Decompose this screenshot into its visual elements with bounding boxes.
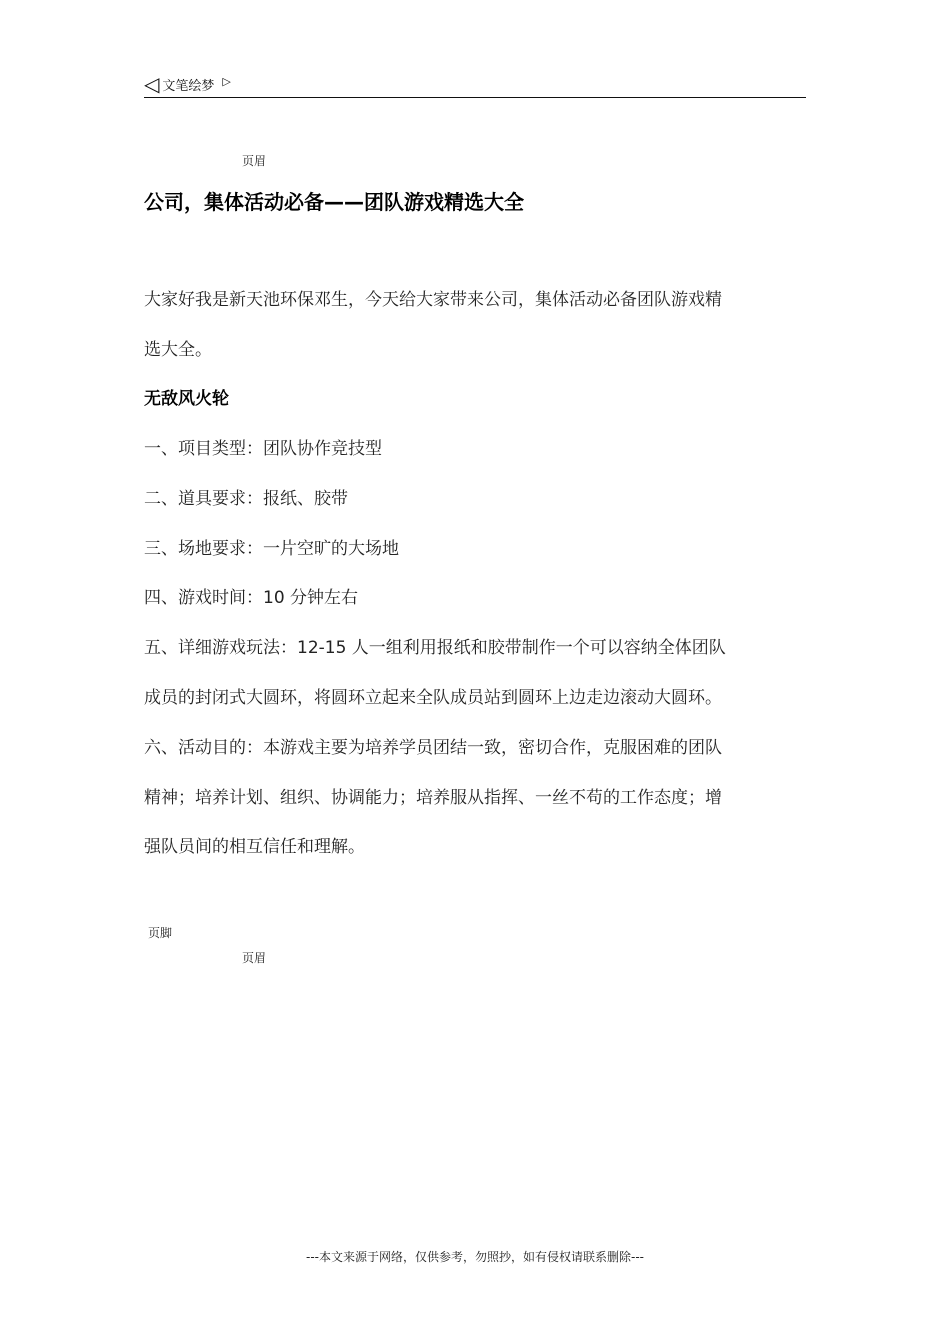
page-footer-label: 页脚 xyxy=(148,926,173,940)
left-triangle-icon: ◁ xyxy=(144,72,160,96)
paragraph-line: 成员的封闭式大圆环，将圆环立起来全队成员站到圆环上边走边滚动大圆环。 xyxy=(144,688,722,708)
paragraph-line: 精神；培养计划、组织、协调能力；培养服从指挥、一丝不苟的工作态度；增 xyxy=(144,788,722,808)
right-triangle-icon: ▷ xyxy=(222,74,231,88)
disclaimer-text: ---本文来源于网络，仅供参考，勿照抄，如有侵权请联系删除--- xyxy=(306,1250,644,1264)
paragraph-line: 一、项目类型：团队协作竞技型 xyxy=(144,439,382,459)
header-divider xyxy=(144,97,806,98)
paragraph-line: 强队员间的相互信任和理解。 xyxy=(144,837,365,857)
page-header-label-2: 页眉 xyxy=(242,951,267,965)
paragraph-line: 三、场地要求：一片空旷的大场地 xyxy=(144,539,399,559)
paragraph-line: 二、道具要求：报纸、胶带 xyxy=(144,489,348,509)
paragraph-line: 四、游戏时间：10 分钟左右 xyxy=(144,588,359,608)
document-title: 公司，集体活动必备——团队游戏精选大全 xyxy=(144,190,524,214)
page-header-label: 页眉 xyxy=(242,154,267,168)
header-brand xyxy=(144,74,231,94)
brand-text: 文笔绘梦 xyxy=(162,78,215,94)
paragraph-line: 大家好我是新天池环保邓生，今天给大家带来公司，集体活动必备团队游戏精 xyxy=(144,290,722,310)
paragraph-line: 五、详细游戏玩法：12-15 人一组利用报纸和胶带制作一个可以容纳全体团队 xyxy=(144,638,726,658)
paragraph-line: 选大全。 xyxy=(144,340,212,360)
paragraph-line: 六、活动目的：本游戏主要为培养学员团结一致，密切合作，克服困难的团队 xyxy=(144,738,722,758)
section-heading: 无敌风火轮 xyxy=(144,389,229,409)
